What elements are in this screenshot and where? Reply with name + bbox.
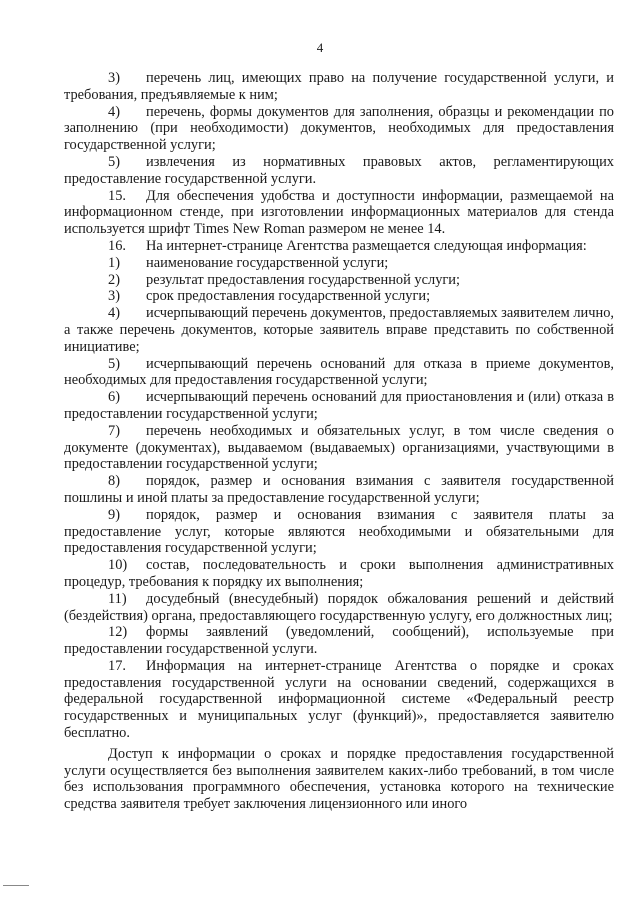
paragraph-text: На интернет-странице Агентства размещается следующая информация: [146, 237, 587, 254]
paragraph [64, 591, 614, 625]
item-number: 4) [108, 103, 120, 120]
paragraph-text: перечень необходимых и обязательных услуг, в том числе сведения о документе (документах), выдаваемом (выдаваемых) организациями, участвующими в предоставлении государственной услуги; [64, 422, 614, 473]
paragraph [64, 255, 614, 272]
paragraph [64, 238, 614, 255]
item-number: 16. [108, 237, 126, 254]
item-number: 6) [108, 389, 120, 406]
paragraph-text: извлечения из нормативных правовых актов, регламентирующих предоставление государственной услуги. [64, 153, 614, 187]
paragraph-text: Для обеспечения удобства и доступности информации, размещаемой на информационном стенде, при изготовлении информационных материалов для стенда используется шрифт Times New Roman размером не менее 14. [64, 187, 614, 238]
item-number: 7) [108, 422, 120, 439]
item-number: 1) [108, 254, 120, 271]
item-number: 12) [108, 624, 128, 641]
paragraph-text: исчерпывающий перечень оснований для приостановления и (или) отказа в предоставлении государственной услуги; [64, 389, 614, 422]
paragraph-text: Информация на интернет-странице Агентства о порядке и сроках предоставления государственной услуги на основании сведений, содержащихся в федеральной государственной информационной системе «Федеральный реестр государственных и муниципальных услуг (функций)», предоставляется заявителю бесплатно. [64, 657, 614, 742]
item-number: 10) [108, 557, 128, 574]
item-number: 5) [108, 153, 120, 170]
paragraph [64, 188, 614, 238]
paragraph-text: результат предоставления государственной услуги; [146, 271, 460, 288]
scan-corner-mark [3, 885, 29, 886]
item-number: 3) [108, 70, 120, 86]
paragraph [64, 288, 614, 305]
paragraph [64, 557, 614, 591]
paragraph-text: состав, последовательность и сроки выполнения административных процедур, требования к порядку их выполнения; [64, 557, 614, 590]
paragraph [64, 104, 614, 154]
paragraph-text: порядок, размер и основания взимания с заявителя платы за предоставление услуг, которые являются необходимыми и обязательными для предоставления государственной услуги; [64, 506, 614, 557]
paragraph [64, 507, 614, 557]
item-number: 4) [108, 305, 120, 322]
paragraph [64, 473, 614, 507]
paragraph [64, 272, 614, 289]
item-number: 8) [108, 473, 120, 490]
paragraph [64, 624, 614, 658]
paragraph-text: наименование государственной услуги; [146, 254, 389, 271]
item-number: 11) [108, 590, 127, 607]
paragraph [64, 658, 614, 742]
item-number: 9) [108, 506, 120, 523]
paragraph-text: Доступ к информации о сроках и порядке предоставления государственной услуги осуществляется без выполнения заявителем каких-либо требований, в том числе без использования программного обеспечения, установка которого на технические средства заявителя требует заключения лицензионного или иного [64, 745, 614, 813]
paragraph [64, 389, 614, 423]
paragraph [64, 746, 614, 813]
document-body [64, 70, 614, 813]
paragraph-text: исчерпывающий перечень документов, предоставляемых заявителем лично, а также перечень документов, которые заявитель вправе представить по собственной инициативе; [64, 305, 614, 355]
paragraph-text: порядок, размер и основания взимания с заявителя государственной пошлины и иной платы за предоставление государственной услуги; [64, 473, 614, 506]
item-number: 15. [108, 187, 126, 204]
paragraph [64, 305, 614, 355]
paragraph-text: срок предоставления государственной услуги; [146, 288, 431, 305]
item-number: 5) [108, 355, 120, 372]
paragraph-text: формы заявлений (уведомлений, сообщений), используемые при предоставлении государственной услуги. [64, 624, 614, 658]
paragraph [64, 356, 614, 390]
paragraph [64, 154, 614, 188]
paragraph-text: перечень, формы документов для заполнения, образцы и рекомендации по заполнению (при необходимости) документов, необходимых для предоставления государственной услуги; [64, 103, 614, 154]
item-number: 2) [108, 271, 120, 288]
item-number: 3) [108, 288, 120, 305]
page-number: 4 [316, 40, 324, 55]
paragraph-text: исчерпывающий перечень оснований для отказа в приеме документов, необходимых для предоставления государственной услуги; [64, 355, 614, 389]
paragraph-text: досудебный (внесудебный) порядок обжалования решений и действий (бездействия) органа, предоставляющего государственную услугу, его должностных лиц; [64, 590, 614, 624]
paragraph-text: перечень лиц, имеющих право на получение государственной услуги, и требования, предъявляемые к ним; [64, 70, 614, 103]
paragraph [64, 70, 614, 104]
item-number: 17. [108, 657, 126, 674]
paragraph [64, 423, 614, 473]
